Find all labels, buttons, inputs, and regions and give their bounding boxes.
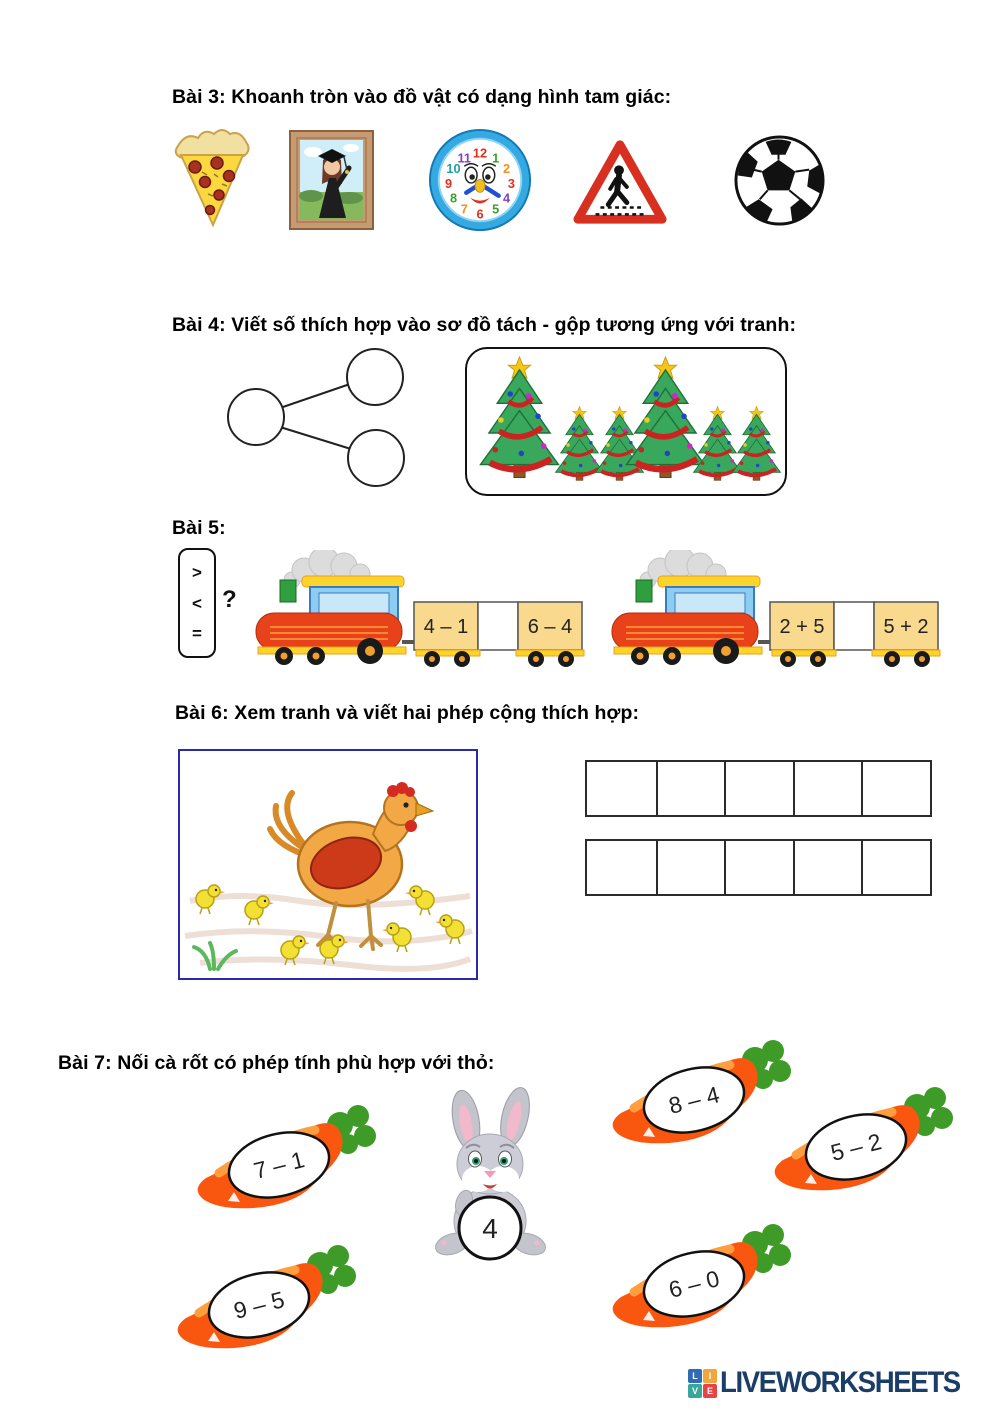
clock-icon[interactable] [427,127,533,233]
answer-cell[interactable] [656,841,725,894]
bai5-title: Bài 5: [172,517,226,539]
carrot-label: 5 – 2 [828,1128,884,1166]
hen-and-chicks-drawing [180,751,476,978]
logo-letter-l: L [688,1369,702,1383]
liveworksheets-logo-icon [688,1369,717,1398]
bai7-title: Bài 7: Nối cà rốt có phép tính phù hợp với thỏ: [58,1052,495,1074]
train-2 [606,550,942,668]
answer-grid-row-1 [585,760,932,817]
svg-text:11: 11 [457,150,472,166]
train1-cell-answer[interactable] [478,602,518,650]
rabbit-value: 4 [482,1213,498,1244]
answer-cell[interactable] [724,762,793,815]
answer-cell[interactable] [587,841,656,894]
logo-letter-v: V [688,1384,702,1398]
less-than-sign: < [192,593,202,613]
svg-text:8: 8 [449,190,458,206]
part-whole-diagram [200,340,420,490]
answer-cell[interactable] [861,762,930,815]
answer-cell[interactable] [793,762,862,815]
carrot-7-1[interactable] [193,1103,378,1221]
brand-wordmark: LIVEWORKSHEETS [720,1366,960,1399]
svg-text:10: 10 [446,161,461,177]
christmas-trees [467,349,784,493]
answer-grid-row-2 [585,839,932,896]
question-mark: ? [222,586,237,613]
logo-letter-i: I [703,1369,717,1383]
svg-text:4: 4 [502,190,511,206]
comparison-signs-box [178,548,216,658]
equals-sign: = [192,624,202,644]
svg-text:6: 6 [476,206,484,222]
svg-text:3: 3 [507,175,515,191]
carrot-5-2[interactable] [770,1085,955,1203]
answer-cell[interactable] [793,841,862,894]
carrot-label: 7 – 1 [251,1146,307,1184]
train2-cell-answer[interactable] [834,602,874,650]
svg-text:12: 12 [472,145,488,161]
greater-than-sign: > [192,562,202,582]
answer-cell[interactable] [656,762,725,815]
train1-expression-right: 6 – 4 [527,616,573,638]
train2-expression-left: 2 + 5 [779,616,825,638]
part-circle-top[interactable] [347,349,403,405]
carrot-label: 9 – 5 [231,1286,287,1324]
soccer-ball-icon[interactable] [733,134,827,228]
bai3-title: Bài 3: Khoanh tròn vào đồ vật có dạng hình tam giác: [172,86,672,108]
pizza-slice-icon[interactable] [172,126,252,228]
locomotive-icon [612,550,762,665]
answer-cell[interactable] [587,762,656,815]
svg-text:7: 7 [460,201,468,217]
wagon-strip [758,602,940,667]
wagon-strip [402,602,584,667]
train1-expression-left: 4 – 1 [423,616,469,638]
svg-text:5: 5 [492,201,500,217]
answer-cell[interactable] [724,841,793,894]
svg-text:1: 1 [492,150,500,166]
hen-picture-box [178,749,478,980]
bai6-title: Bài 6: Xem tranh và viết hai phép cộng thích hợp: [175,702,640,724]
carrot-label: 8 – 4 [666,1081,722,1119]
trees-picture-box [465,347,787,496]
pedestrian-crossing-sign-icon[interactable] [571,137,669,229]
whole-circle[interactable] [228,389,284,445]
answer-cell[interactable] [861,841,930,894]
svg-text:9: 9 [445,175,453,191]
carrot-label: 6 – 0 [666,1265,722,1303]
locomotive-icon [256,550,406,665]
svg-text:2: 2 [502,161,511,177]
part-circle-bottom[interactable] [348,430,404,486]
carrot-9-5[interactable] [173,1243,358,1361]
photo-frame-icon[interactable] [289,130,374,230]
liveworksheets-logo[interactable] [688,1366,981,1400]
carrot-6-0[interactable] [608,1222,793,1340]
bai4-title: Bài 4: Viết số thích hợp vào sơ đồ tách - gộp tương ứng với tranh: [172,314,797,336]
carrot-8-4[interactable] [608,1038,793,1156]
logo-letter-e: E [703,1384,717,1398]
rabbit[interactable] [428,1086,553,1264]
train-1 [250,550,586,668]
train2-expression-right: 5 + 2 [883,616,929,638]
